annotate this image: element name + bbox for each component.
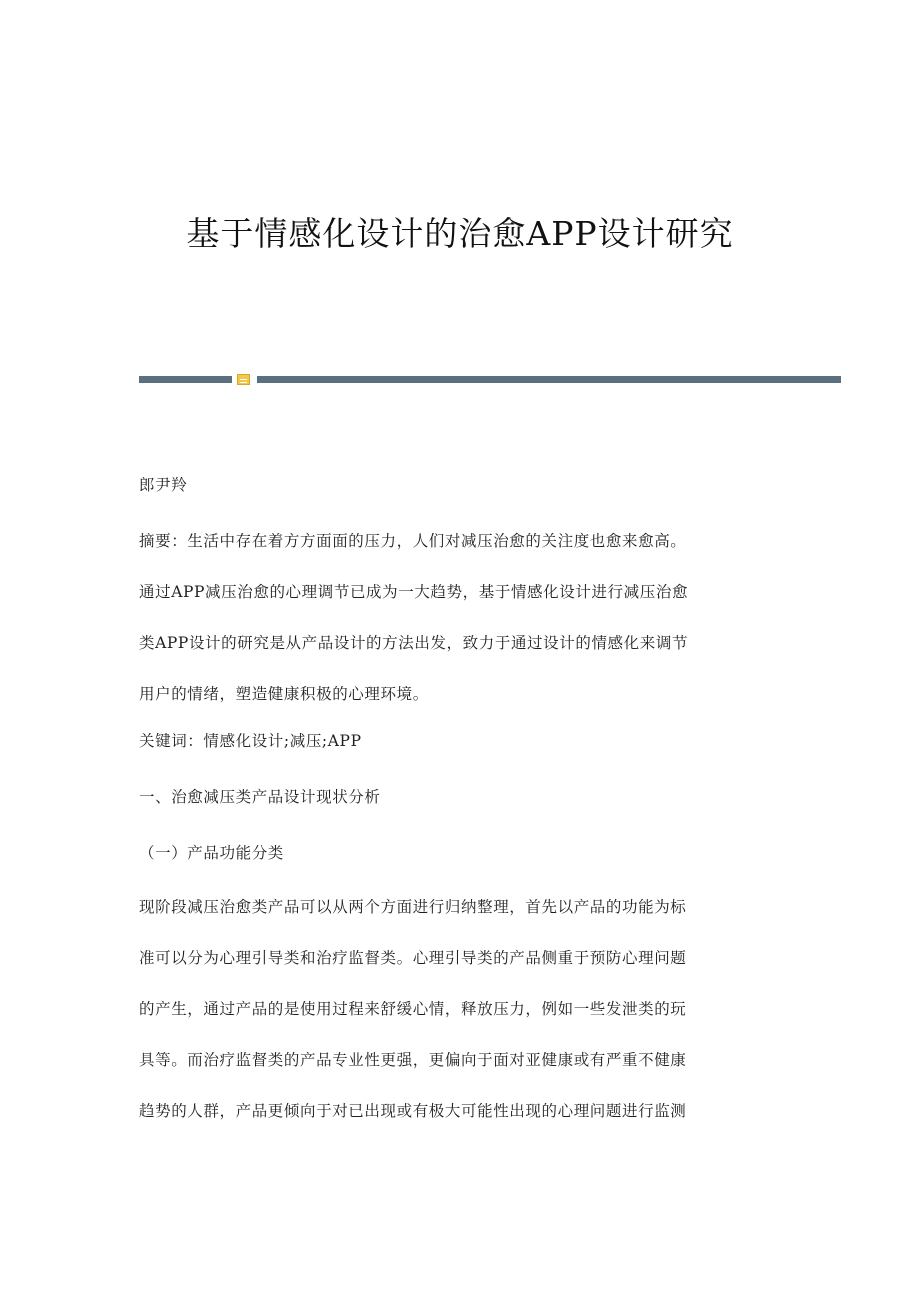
divider-bar-left [139, 376, 232, 383]
body-line: 准可以分为心理引导类和治疗监督类。心理引导类的产品侧重于预防心理问题 [139, 949, 687, 967]
divider-ornament-icon [237, 374, 250, 385]
body-paragraph [139, 895, 779, 1150]
abstract-line: 通过APP减压治愈的心理调节已成为一大趋势，基于情感化设计进行减压治愈 [139, 583, 689, 601]
body-line: 趋势的人群，产品更倾向于对已出现或有极大可能性出现的心理问题进行监测 [139, 1102, 687, 1120]
title-divider [139, 374, 841, 386]
abstract-paragraph [139, 529, 779, 733]
body-line: 具等。而治疗监督类的产品专业性更强，更偏向于面对亚健康或有严重不健康 [139, 1051, 687, 1069]
body-line: 现阶段减压治愈类产品可以从两个方面进行归纳整理，首先以产品的功能为标 [139, 898, 687, 916]
section-heading: 一、治愈减压类产品设计现状分析 [139, 788, 381, 806]
author-name: 郎尹羚 [139, 476, 188, 494]
abstract-line: 用户的情绪，塑造健康积极的心理环境。 [139, 685, 429, 703]
abstract-line: 类APP设计的研究是从产品设计的方法出发，致力于通过设计的情感化来调节 [139, 634, 689, 652]
subsection-heading: （一）产品功能分类 [139, 844, 284, 862]
keywords-line: 关键词：情感化设计;减压;APP [139, 732, 362, 750]
document-title: 基于情感化设计的治愈APP设计研究 [186, 214, 734, 253]
abstract-line: 摘要：生活中存在着方方面面的压力，人们对减压治愈的关注度也愈来愈高。 [139, 532, 687, 550]
body-line: 的产生，通过产品的是使用过程来舒缓心情，释放压力，例如一些发泄类的玩 [139, 1000, 687, 1018]
divider-bar-right [257, 376, 841, 383]
